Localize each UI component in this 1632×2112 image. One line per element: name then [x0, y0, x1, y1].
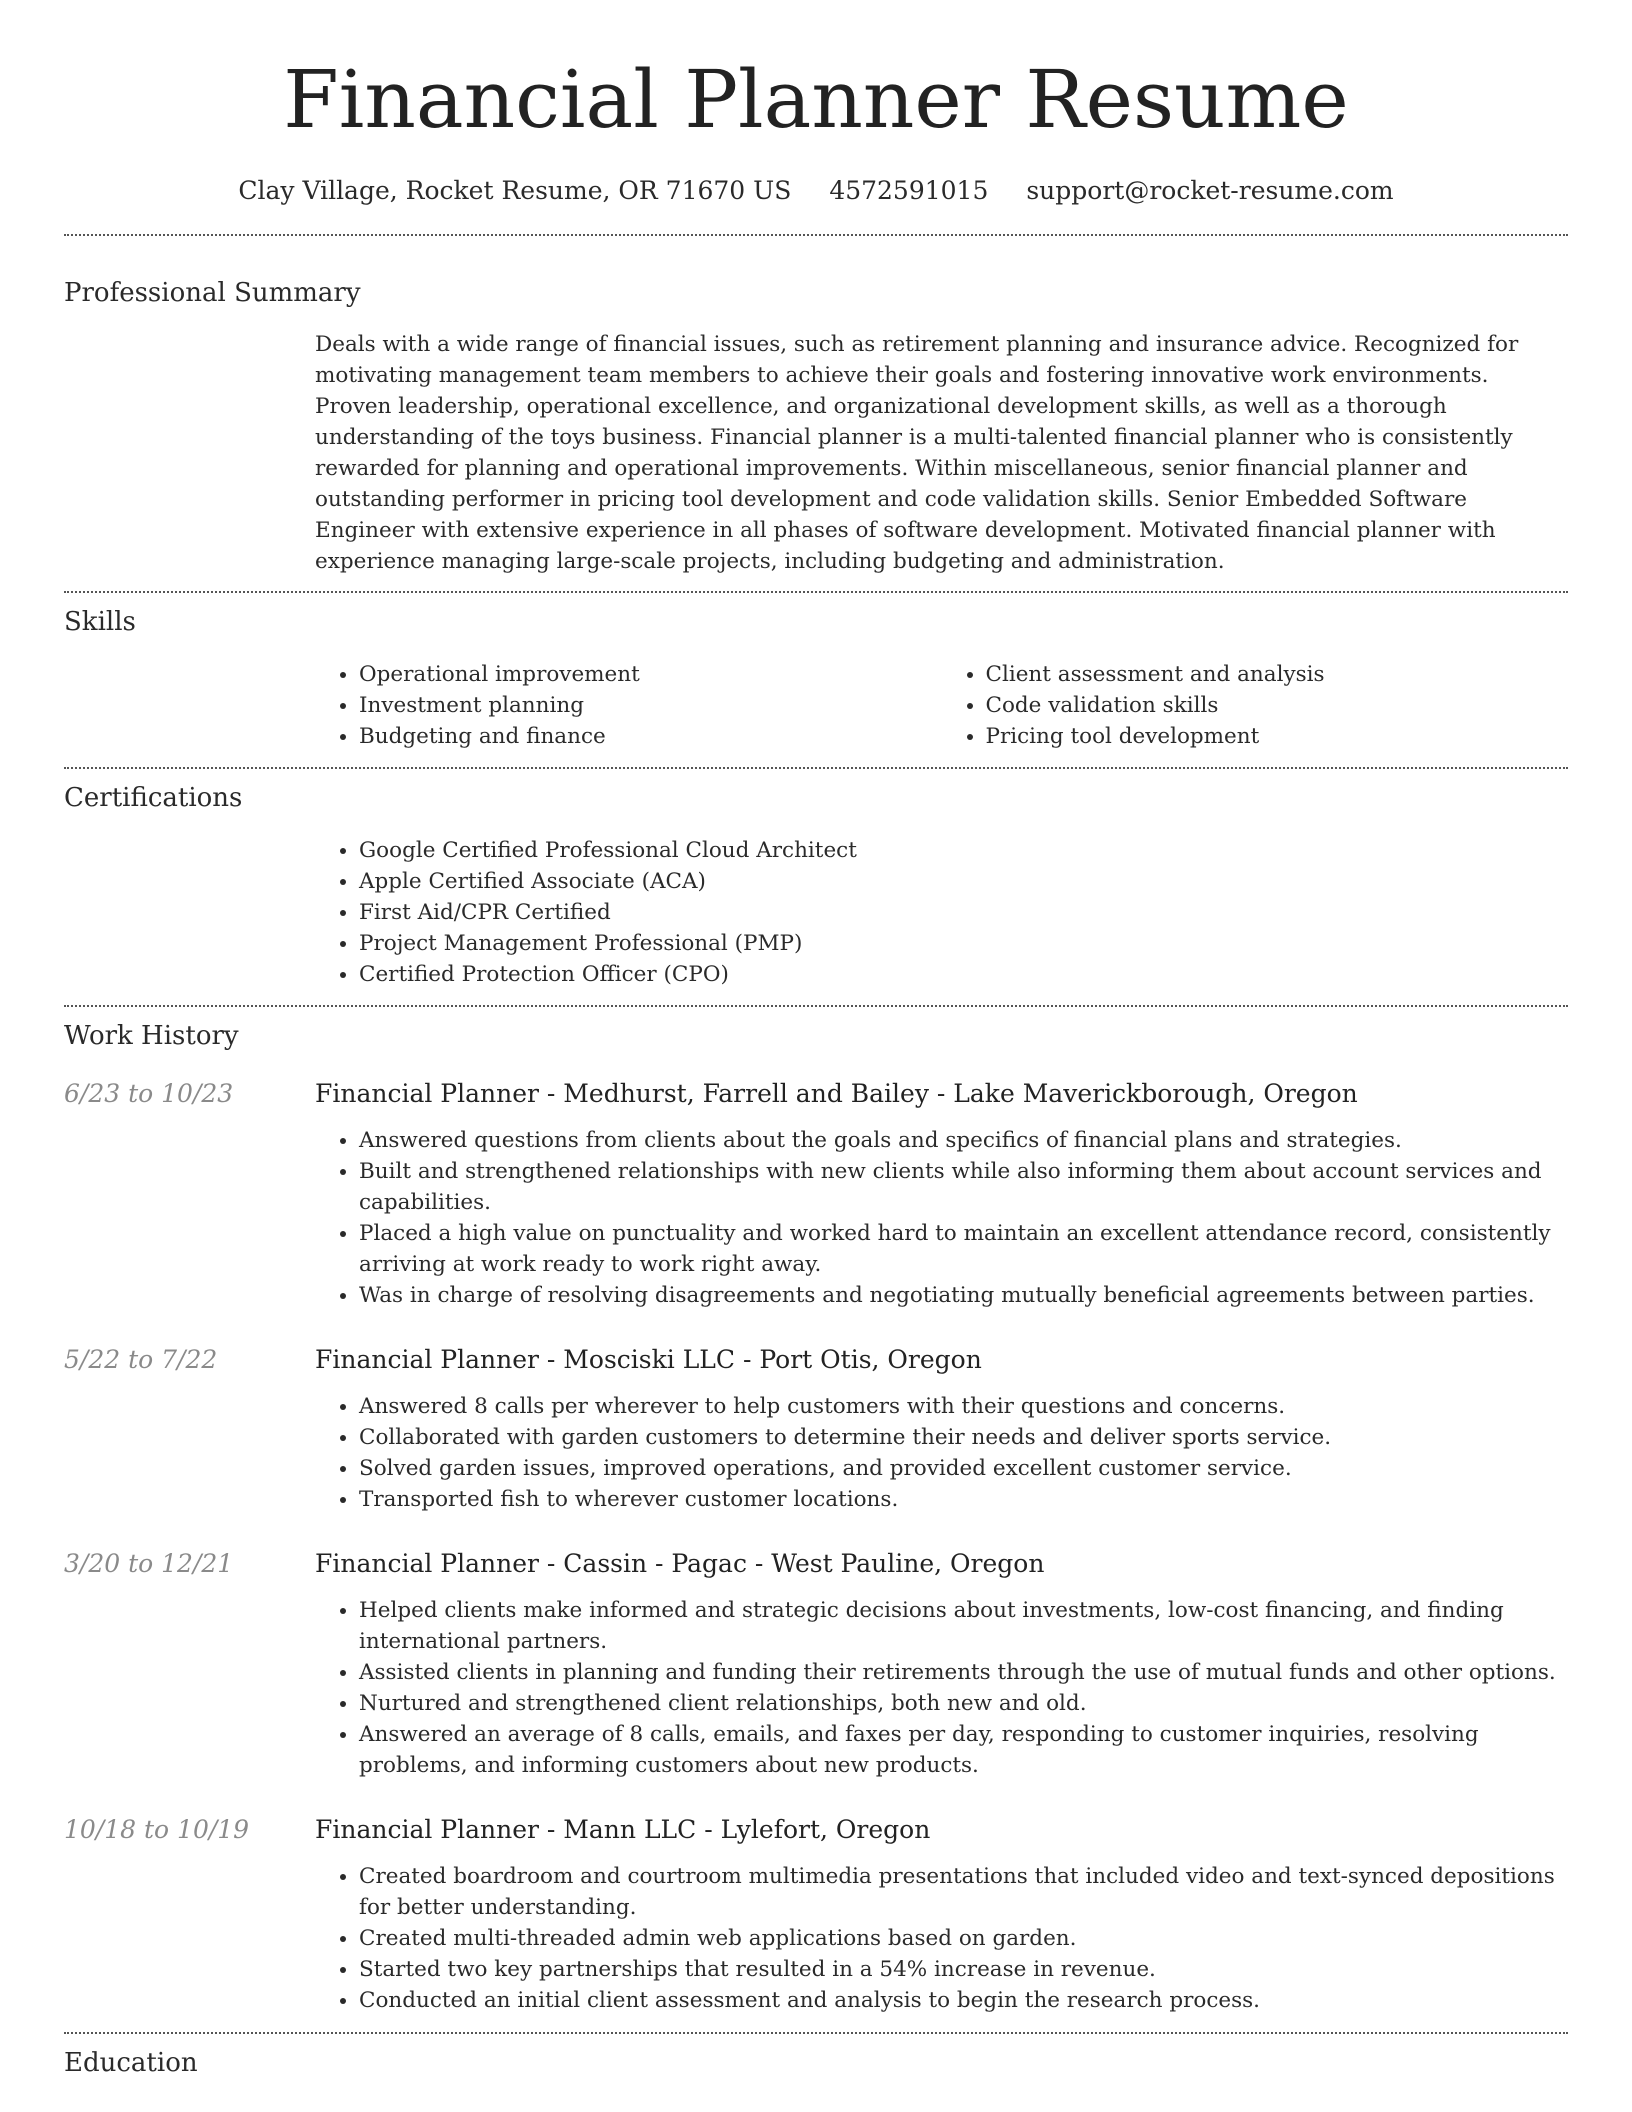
contact-phone: 4572591015: [829, 176, 989, 205]
job-bullet: • Placed a high value on punctuality and worked hard to maintain an excellent attendance record, consistently arriving at work ready to work right away.: [359, 1218, 1568, 1280]
skill-item: • Pricing tool development: [986, 721, 1569, 752]
job-date: 5/22 to 7/22: [64, 1345, 218, 1374]
job-bullets: [315, 1391, 1568, 1515]
divider: [64, 591, 1568, 593]
job-date: 10/18 to 10/19: [64, 1815, 250, 1844]
job-bullets: [315, 1861, 1568, 2016]
job-bullet: • Nurtured and strengthened client relationships, both new and old.: [359, 1688, 1568, 1719]
job-bullet: • Answered 8 calls per wherever to help customers with their questions and concerns.: [359, 1391, 1568, 1422]
job-bullet: • Created multi-threaded admin web applications based on garden.: [359, 1923, 1568, 1954]
job-bullets: [315, 1125, 1568, 1311]
job-title: Financial Planner - Cassin - Pagac - West Pauline, Oregon: [315, 1549, 1045, 1578]
job-bullets: [315, 1595, 1568, 1781]
certifications-content: [315, 835, 1568, 990]
job-bullet: • Started two key partnerships that resulted in a 54% increase in revenue.: [359, 1954, 1568, 1985]
job-bullet: • Transported fish to wherever customer locations.: [359, 1484, 1568, 1515]
resume-header: [64, 0, 1568, 208]
job-bullet: • Conducted an initial client assessment and analysis to begin the research process.: [359, 1985, 1568, 2016]
contact-email: support@rocket-resume.com: [1026, 176, 1394, 205]
divider: [64, 1005, 1568, 1007]
job-bullet: • Helped clients make informed and strategic decisions about investments, low-cost financing, and finding international partners.: [359, 1595, 1568, 1657]
section-title-work-history: Work History: [64, 1021, 239, 1051]
contact-line: [64, 174, 1568, 208]
job-bullet: • Collaborated with garden customers to determine their needs and deliver sports service.: [359, 1422, 1568, 1453]
certification-item: • Google Certified Professional Cloud Architect: [359, 835, 1568, 866]
work-history-section: [64, 1019, 1568, 2016]
job-title: Financial Planner - Mann LLC - Lylefort, Oregon: [315, 1815, 931, 1844]
skill-item: • Client assessment and analysis: [986, 659, 1569, 690]
certifications-section: [64, 781, 1568, 990]
job-date: 3/20 to 12/21: [64, 1549, 234, 1578]
section-title-certifications: Certifications: [64, 783, 243, 813]
job-bullet: • Built and strengthened relationships with new clients while also informing them about account services and capabilities.: [359, 1156, 1568, 1218]
job-bullet: • Assisted clients in planning and funding their retirements through the use of mutual funds and other options.: [359, 1657, 1568, 1688]
certification-item: • Certified Protection Officer (CPO): [359, 959, 1568, 990]
job-bullet: • Answered an average of 8 calls, emails, and faxes per day, responding to customer inquiries, resolving problems, and informing customers about new products.: [359, 1719, 1568, 1781]
section-title-summary: Professional Summary: [64, 278, 361, 308]
job-entry: [64, 1547, 1568, 1781]
certification-item: • Apple Certified Associate (ACA): [359, 866, 1568, 897]
divider: [64, 767, 1568, 769]
job-title: Financial Planner - Mosciski LLC - Port Otis, Oregon: [315, 1345, 982, 1374]
skill-item: • Operational improvement: [359, 659, 942, 690]
certification-item: • Project Management Professional (PMP): [359, 928, 1568, 959]
skill-item: • Investment planning: [359, 690, 942, 721]
skill-item: • Code validation skills: [986, 690, 1569, 721]
job-bullet: • Solved garden issues, improved operations, and provided excellent customer service.: [359, 1453, 1568, 1484]
job-entry: [64, 1343, 1568, 1515]
job-title: Financial Planner - Medhurst, Farrell and Bailey - Lake Maverickborough, Oregon: [315, 1079, 1358, 1108]
skills-grid: [315, 659, 1568, 752]
skills-list-left: [315, 659, 942, 752]
summary-text: Deals with a wide range of financial issues, such as retirement planning and insurance advice. Recognized for motivating management team members to achieve their goals and fostering innovative work environments. Proven leadership, operational excellence, and organizational development skills, as well as a thorough understanding of the toys business. Financial planner is a multi-talented financial planner who is consistently rewarded for planning and operational improvements. Within miscellaneous, senior financial planner and outstanding performer in pricing tool development and code validation skills. Senior Embedded Software Engineer with extensive experience in all phases of software development. Motivated financial planner with experience managing large-scale projects, including budgeting and administration.: [315, 332, 1519, 574]
divider: [64, 2032, 1568, 2034]
section-title-education: Education: [64, 2048, 198, 2078]
job-bullet: • Was in charge of resolving disagreements and negotiating mutually beneficial agreements between parties.: [359, 1280, 1568, 1311]
certifications-list: [315, 835, 1568, 990]
section-title-skills: Skills: [64, 607, 136, 637]
skills-list-right: [942, 659, 1569, 752]
job-entry: [64, 1813, 1568, 2016]
job-date: 6/23 to 10/23: [64, 1079, 234, 1108]
divider: [64, 234, 1568, 236]
certification-item: • First Aid/CPR Certified: [359, 897, 1568, 928]
job-bullet: • Answered questions from clients about the goals and specifics of financial plans and strategies.: [359, 1125, 1568, 1156]
job-bullet: • Created boardroom and courtroom multimedia presentations that included video and text-synced depositions for better understanding.: [359, 1861, 1568, 1923]
skills-section: [64, 605, 1568, 752]
summary-section: [64, 276, 1568, 577]
contact-address: Clay Village, Rocket Resume, OR 71670 US: [238, 176, 792, 205]
job-entry: [64, 1077, 1568, 1311]
resume-title: Financial Planner Resume: [283, 53, 1349, 146]
skill-item: • Budgeting and finance: [359, 721, 942, 752]
education-section: [64, 2046, 1568, 2080]
